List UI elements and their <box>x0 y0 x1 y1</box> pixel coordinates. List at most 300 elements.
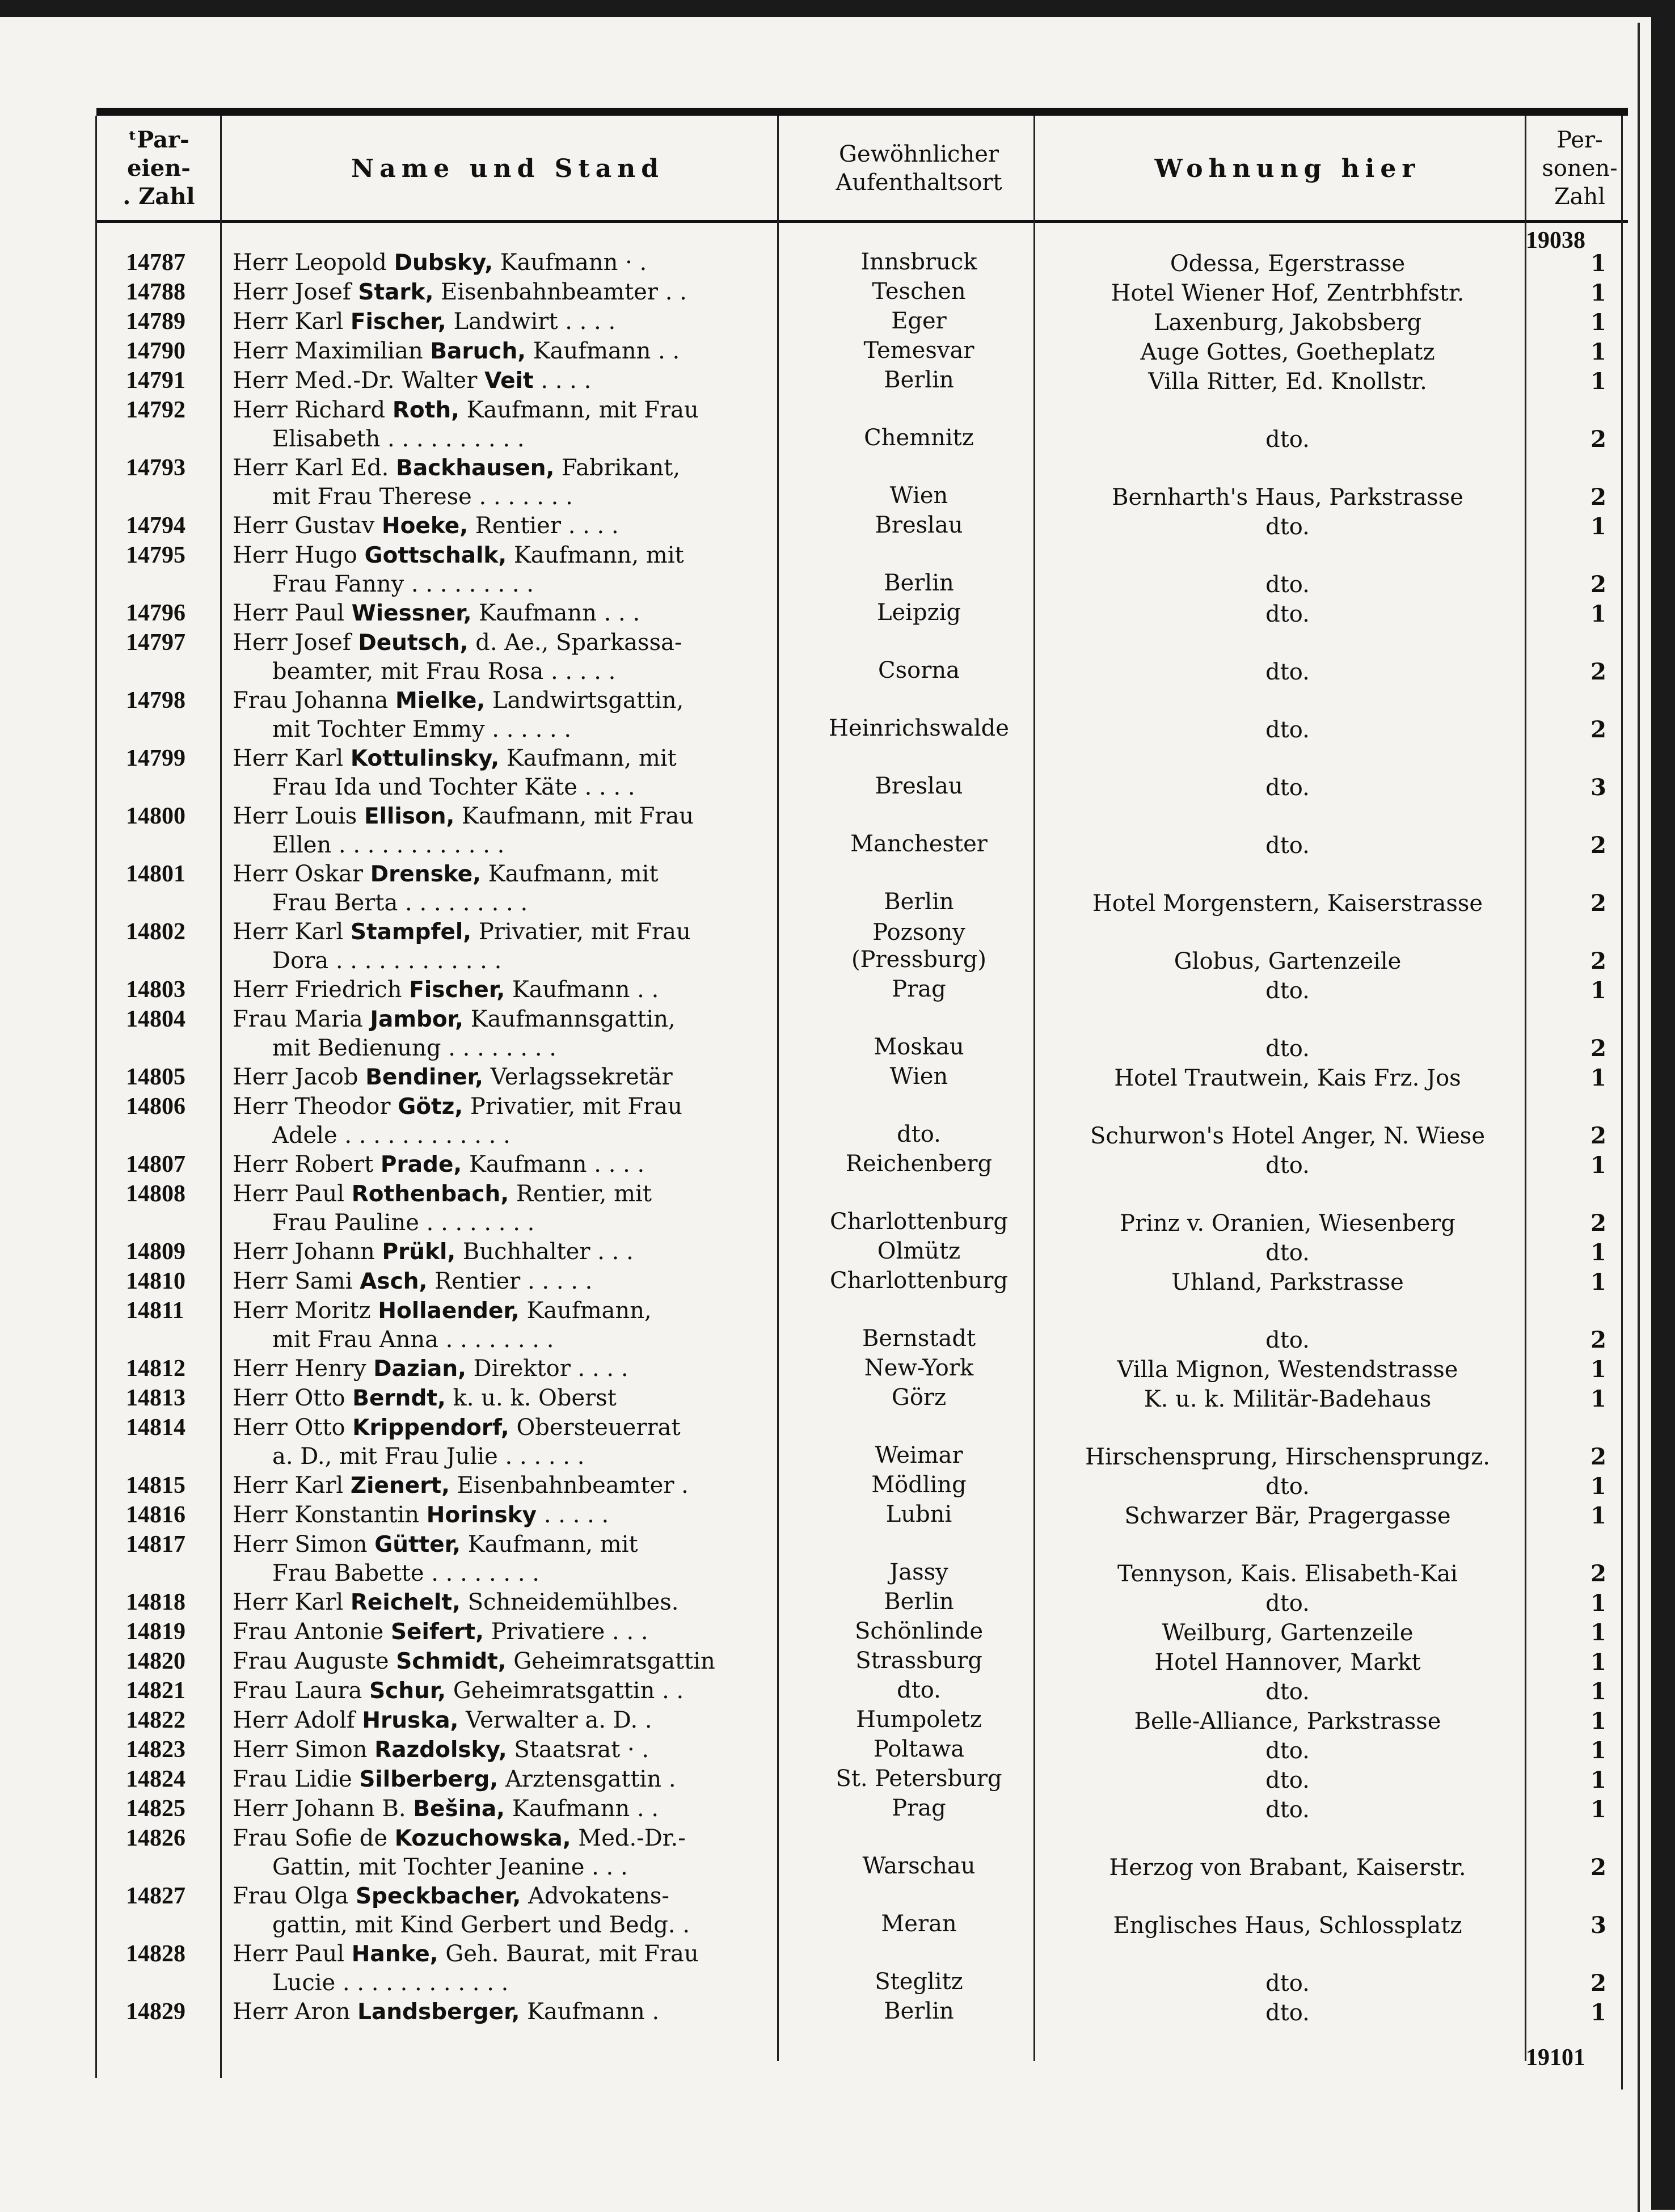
local-lodging: dto. <box>1265 427 1310 453</box>
table-row <box>96 1765 1628 1795</box>
name-and-status <box>221 1005 794 1063</box>
surname: Baruch, <box>430 339 526 364</box>
persons-count: 1 <box>1590 1502 1606 1529</box>
name-prefix: Herr Konstantin <box>233 1502 420 1528</box>
name-and-status <box>221 1677 794 1706</box>
usual-residence <box>794 1471 1044 1501</box>
name-prefix: Herr Paul <box>233 1181 345 1207</box>
usual-residence <box>794 1998 1044 2027</box>
name-prefix: Herr Moritz <box>233 1298 371 1324</box>
party-number: 14808 <box>126 1181 185 1207</box>
usual-residence-text: Bernstadt <box>862 1325 976 1352</box>
table-row <box>96 1092 1628 1150</box>
name-prefix: Frau Maria <box>233 1006 363 1032</box>
occupation: Privatier, mit Frau <box>478 919 691 945</box>
table-row <box>96 278 1628 307</box>
name-and-status <box>221 1354 794 1384</box>
occupation: Kaufmann, mit <box>488 861 659 887</box>
usual-residence <box>794 744 1044 802</box>
occupation: Rentier, mit <box>516 1181 652 1207</box>
usual-residence-text: dto. <box>897 1677 941 1703</box>
table-row <box>96 1501 1628 1530</box>
name-prefix: Herr Gustav <box>233 513 375 539</box>
name-and-status <box>221 1413 794 1471</box>
surname: Kozuchowska, <box>394 1826 571 1851</box>
usual-residence <box>794 278 1044 307</box>
local-lodging: dto. <box>1265 1590 1310 1616</box>
local-lodging: dto. <box>1265 833 1310 859</box>
usual-residence-text: Meran <box>881 1911 957 1937</box>
party-number: 14820 <box>126 1648 185 1674</box>
name-prefix: Herr Robert <box>233 1151 374 1177</box>
usual-residence-text: Görz <box>891 1384 947 1411</box>
local-lodging: dto. <box>1265 1153 1310 1179</box>
occupation: Kaufmann . . <box>533 338 680 364</box>
persons-count: 2 <box>1590 426 1606 453</box>
persons-count: 2 <box>1590 658 1606 685</box>
surname: Silberberg, <box>359 1767 499 1792</box>
name-and-status <box>221 1267 794 1297</box>
party-number: 14817 <box>126 1531 185 1557</box>
occupation: Kaufmann, mit Frau <box>462 803 694 829</box>
occupation: d. Ae., Sparkassa- <box>475 630 682 656</box>
party-number: 14794 <box>126 513 185 539</box>
local-lodging: Hirschensprung, Hirschensprungz. <box>1085 1444 1490 1470</box>
name-and-status <box>221 248 794 278</box>
usual-residence-text: Wien <box>889 483 948 509</box>
party-number: 14789 <box>126 309 185 335</box>
usual-residence <box>794 1940 1044 1998</box>
usual-residence <box>794 1384 1044 1413</box>
name-prefix: Herr Otto <box>233 1415 345 1441</box>
persons-count: 2 <box>1590 716 1606 743</box>
name-and-status <box>221 1618 794 1647</box>
party-number: 14790 <box>126 338 185 364</box>
usual-residence-text: Wien <box>889 1063 948 1090</box>
party-number: 14807 <box>126 1151 185 1177</box>
usual-residence <box>794 628 1044 686</box>
persons-count: 1 <box>1590 977 1606 1004</box>
usual-residence-text: Berlin <box>884 1998 954 2024</box>
occupation: Obersteuerrat <box>516 1415 681 1441</box>
local-lodging: dto. <box>1265 601 1310 627</box>
usual-residence-text: Schönlinde <box>854 1618 984 1644</box>
party-number: 14821 <box>126 1678 185 1704</box>
occupation: Eisenbahnbeamter . . <box>441 279 687 305</box>
persons-count: 1 <box>1590 1473 1606 1500</box>
name-and-status <box>221 976 794 1005</box>
occupation: Geheimratsgattin . . <box>453 1678 684 1704</box>
table-row <box>96 1795 1628 1824</box>
occupation: Privatiere . . . <box>491 1619 648 1645</box>
usual-residence <box>794 1297 1044 1354</box>
name-prefix: Herr Josef <box>233 630 351 656</box>
local-lodging: dto. <box>1265 1474 1310 1500</box>
usual-residence <box>794 1267 1044 1297</box>
name-and-status <box>221 1882 794 1940</box>
usual-residence-text: Steglitz <box>875 1969 963 1995</box>
name-and-status <box>221 1530 794 1588</box>
name-prefix: Herr Maximilian <box>233 338 423 364</box>
usual-residence <box>794 1588 1044 1618</box>
persons-count: 1 <box>1590 1796 1606 1823</box>
usual-residence <box>794 1765 1044 1795</box>
right-edge-line <box>1638 23 1640 2212</box>
name-continuation: Frau Ida und Tochter Käte . . . . <box>272 774 635 800</box>
usual-residence-text: Pozsony (Pressburg) <box>851 919 987 973</box>
usual-residence-text: Breslau <box>875 773 963 799</box>
party-number: 14787 <box>126 250 185 276</box>
local-lodging: dto. <box>1265 1679 1310 1705</box>
occupation: Kaufmann . . . <box>479 600 640 626</box>
surname: Drenske, <box>370 862 481 887</box>
usual-residence <box>794 1005 1044 1063</box>
name-prefix: Herr Hugo <box>233 542 357 568</box>
local-lodging: Hotel Morgenstern, Kaiserstrasse <box>1092 890 1483 917</box>
name-and-status <box>221 512 794 541</box>
name-continuation: mit Frau Therese . . . . . . . <box>272 484 573 510</box>
usual-residence-text: Prag <box>892 1795 946 1821</box>
name-and-status <box>221 454 794 512</box>
name-prefix: Frau Lidie <box>233 1766 352 1792</box>
name-continuation: Lucie . . . . . . . . . . . . <box>272 1970 509 1996</box>
table-row <box>96 1647 1628 1677</box>
name-and-status <box>221 1998 794 2027</box>
usual-residence-text: Heinrichswalde <box>829 715 1009 741</box>
name-prefix: Herr Henry <box>233 1356 366 1382</box>
name-and-status <box>221 337 794 366</box>
usual-residence-text: Poltawa <box>873 1736 965 1762</box>
local-lodging: dto. <box>1265 775 1310 801</box>
table-row <box>96 1354 1628 1384</box>
usual-residence-text: Warschau <box>862 1853 976 1879</box>
party-number: 14805 <box>126 1064 185 1090</box>
party-number: 14798 <box>126 687 185 714</box>
name-prefix: Herr Karl <box>233 919 344 945</box>
surname: Seifert, <box>390 1619 484 1645</box>
party-number: 14792 <box>126 397 185 423</box>
surname: Deutsch, <box>358 630 469 656</box>
name-and-status <box>221 1588 794 1618</box>
header-aufenthaltsort: Gewöhnlicher Aufenthaltsort <box>836 141 1002 196</box>
party-number: 14818 <box>126 1589 185 1615</box>
usual-residence-text: Moskau <box>874 1034 964 1060</box>
name-prefix: Herr Karl <box>233 309 344 335</box>
party-number: 14799 <box>126 745 185 771</box>
local-lodging: Villa Ritter, Ed. Knollstr. <box>1148 369 1427 395</box>
usual-residence <box>794 1736 1044 1765</box>
party-number: 14812 <box>126 1356 185 1382</box>
usual-residence-text: Humpoletz <box>856 1707 982 1733</box>
surname: Stampfel, <box>350 919 472 945</box>
name-and-status <box>221 1384 794 1413</box>
occupation: Arztensgattin . <box>505 1766 676 1792</box>
table-row <box>96 1588 1628 1618</box>
name-prefix: Herr Sami <box>233 1268 353 1294</box>
surname: Speckbacher, <box>355 1884 521 1909</box>
usual-residence-text: Breslau <box>875 512 963 538</box>
usual-residence-text: Olmütz <box>877 1238 961 1264</box>
persons-count: 2 <box>1590 1122 1606 1149</box>
party-number: 14811 <box>126 1298 184 1324</box>
usual-residence-text: Jassy <box>889 1559 948 1585</box>
table-row <box>96 686 1628 744</box>
occupation: Rentier . . . . . <box>434 1268 593 1294</box>
party-number: 14816 <box>126 1502 185 1528</box>
table-row <box>96 396 1628 454</box>
persons-count: 3 <box>1590 774 1606 801</box>
table-row <box>96 1150 1628 1180</box>
persons-count: 1 <box>1590 1269 1606 1295</box>
table-row <box>96 1180 1628 1238</box>
name-continuation: beamter, mit Frau Rosa . . . . . <box>272 658 616 685</box>
surname: Stark, <box>358 280 434 305</box>
local-lodging: K. u. k. Militär-Badehaus <box>1144 1386 1432 1412</box>
party-number: 14793 <box>126 455 185 481</box>
surname: Backhausen, <box>396 455 555 481</box>
persons-count: 1 <box>1590 513 1606 540</box>
name-and-status <box>221 1180 794 1238</box>
name-prefix: Herr Friedrich <box>233 977 402 1003</box>
persons-count: 2 <box>1590 1210 1606 1236</box>
local-lodging: dto. <box>1265 1240 1310 1266</box>
party-number: 14788 <box>126 279 185 305</box>
persons-count: 2 <box>1590 571 1606 598</box>
surname: Bešina, <box>413 1796 505 1822</box>
persons-count: 1 <box>1590 1590 1606 1616</box>
name-and-status <box>221 1063 794 1092</box>
table-row <box>96 628 1628 686</box>
party-number: 14824 <box>126 1766 185 1792</box>
surname: Reichelt, <box>350 1590 461 1615</box>
usual-residence-text: Mödling <box>871 1472 967 1498</box>
name-and-status <box>221 541 794 599</box>
local-lodging: Villa Mignon, Westendstrasse <box>1117 1357 1458 1383</box>
surname: Dazian, <box>373 1356 466 1382</box>
party-number: 14802 <box>126 919 185 945</box>
name-continuation: gattin, mit Kind Gerbert und Bedg. . <box>272 1912 690 1938</box>
table-row <box>96 1297 1628 1354</box>
occupation: k. u. k. Oberst <box>453 1385 617 1411</box>
table-row <box>96 744 1628 802</box>
name-and-status <box>221 396 794 454</box>
party-number: 14801 <box>126 861 185 887</box>
name-prefix: Herr Paul <box>233 600 345 626</box>
name-and-status <box>221 1238 794 1267</box>
persons-count: 1 <box>1590 1386 1606 1412</box>
usual-residence-text: Csorna <box>878 657 960 683</box>
occupation: Fabrikant, <box>562 455 681 481</box>
local-lodging: Tennyson, Kais. Elisabeth-Kai <box>1117 1561 1458 1587</box>
header-name-und-stand: Name und Stand <box>351 154 665 183</box>
usual-residence-text: Prag <box>892 976 946 1002</box>
name-continuation: Frau Fanny . . . . . . . . . <box>272 571 534 597</box>
party-number: 14800 <box>126 803 185 829</box>
party-number: 14823 <box>126 1737 185 1763</box>
local-lodging: Schurwon's Hotel Anger, N. Wiese <box>1090 1123 1485 1149</box>
local-lodging: dto. <box>1265 1327 1310 1353</box>
party-number: 14819 <box>126 1619 185 1645</box>
name-prefix: Herr Jacob <box>233 1064 358 1090</box>
usual-residence-text: Berlin <box>884 889 954 915</box>
surname: Berndt, <box>352 1386 446 1411</box>
name-continuation: Elisabeth . . . . . . . . . . <box>272 426 525 452</box>
register-page <box>96 108 1628 2093</box>
surname: Veit <box>484 368 534 394</box>
local-lodging: dto. <box>1265 659 1310 685</box>
local-lodging: dto. <box>1265 1738 1310 1764</box>
party-number: 14795 <box>126 542 185 568</box>
table-row <box>96 248 1628 278</box>
usual-residence <box>794 1413 1044 1471</box>
local-lodging: dto. <box>1265 1970 1310 1996</box>
usual-residence <box>794 1618 1044 1647</box>
name-prefix: Frau Sofie de <box>233 1825 388 1851</box>
name-and-status <box>221 1501 794 1530</box>
usual-residence <box>794 337 1044 366</box>
occupation: Geh. Baurat, mit Frau <box>445 1941 699 1967</box>
usual-residence <box>794 1063 1044 1092</box>
surname: Hollaender, <box>378 1298 520 1324</box>
name-prefix: Herr Otto <box>233 1385 345 1411</box>
persons-count: 1 <box>1590 309 1606 336</box>
usual-residence-text: St. Petersburg <box>836 1766 1002 1792</box>
usual-residence <box>794 860 1044 918</box>
register-rows <box>96 248 1628 2027</box>
header-parteien-zahl: ᵗPar- eien- . Zahl <box>123 126 195 210</box>
usual-residence <box>794 1092 1044 1150</box>
surname: Schur, <box>369 1678 446 1704</box>
surname: Gütter, <box>374 1532 461 1557</box>
name-and-status <box>221 1795 794 1824</box>
table-row <box>96 1677 1628 1706</box>
right-border <box>1651 0 1675 2210</box>
local-lodging: dto. <box>1265 717 1310 743</box>
local-lodging: Schwarzer Bär, Pragergasse <box>1124 1503 1451 1529</box>
table-row <box>96 1706 1628 1736</box>
name-and-status <box>221 802 794 860</box>
table-row <box>96 1998 1628 2027</box>
name-prefix: Frau Johanna <box>233 687 389 714</box>
name-prefix: Herr Karl <box>233 1589 344 1615</box>
persons-count: 1 <box>1590 339 1606 365</box>
local-lodging: Belle-Alliance, Parkstrasse <box>1134 1708 1441 1734</box>
usual-residence <box>794 512 1044 541</box>
name-prefix: Herr Karl <box>233 745 344 771</box>
surname: Zienert, <box>350 1473 450 1498</box>
name-prefix: Frau Olga <box>233 1883 349 1909</box>
usual-residence <box>794 366 1044 396</box>
persons-count: 3 <box>1590 1912 1606 1939</box>
occupation: Verwalter a. D. . <box>466 1707 652 1733</box>
usual-residence <box>794 599 1044 628</box>
name-prefix: Herr Adolf <box>233 1707 355 1733</box>
persons-count: 2 <box>1590 832 1606 859</box>
surname: Landsberger, <box>357 1999 520 2025</box>
usual-residence <box>794 248 1044 278</box>
table-row <box>96 1882 1628 1940</box>
name-and-status <box>221 918 794 976</box>
surname: Bendiner, <box>365 1065 483 1090</box>
party-number: 14829 <box>126 1999 185 2025</box>
occupation: . . . . . <box>543 1502 609 1528</box>
usual-residence-text: Innsbruck <box>860 249 977 275</box>
surname: Wiessner, <box>351 601 472 626</box>
table-row <box>96 802 1628 860</box>
occupation: Kaufmann, mit Frau <box>466 397 699 423</box>
persons-count: 2 <box>1590 890 1606 917</box>
local-lodging: Herzog von Brabant, Kaiserstr. <box>1109 1855 1466 1881</box>
persons-count: 1 <box>1590 368 1606 395</box>
name-prefix: Herr Johann B. <box>233 1796 406 1822</box>
persons-count: 2 <box>1590 1327 1606 1353</box>
table-row <box>96 1824 1628 1882</box>
party-number: 14804 <box>126 1006 185 1032</box>
surname: Rothenbach, <box>351 1181 509 1207</box>
name-continuation: Ellen . . . . . . . . . . . . <box>272 832 505 858</box>
local-lodging: Prinz v. Oranien, Wiesenberg <box>1120 1210 1455 1236</box>
name-prefix: Herr Paul <box>233 1941 345 1967</box>
name-and-status <box>221 1736 794 1765</box>
usual-residence <box>794 307 1044 337</box>
surname: Horinsky <box>426 1502 537 1528</box>
occupation: Rentier . . . . <box>475 513 619 539</box>
page-total: 19101 <box>1526 2045 1585 2071</box>
usual-residence-text: Lubni <box>885 1501 952 1527</box>
occupation: Kaufmann, mit <box>513 542 684 568</box>
table-row <box>96 1005 1628 1063</box>
header-personen-zahl: Per- sonen- Zahl <box>1542 127 1618 210</box>
local-lodging: dto. <box>1265 978 1310 1004</box>
usual-residence-text: Berlin <box>884 570 954 596</box>
name-continuation: Frau Berta . . . . . . . . . <box>272 890 528 916</box>
name-continuation: mit Tochter Emmy . . . . . . <box>272 716 572 742</box>
name-prefix: Frau Antonie <box>233 1619 384 1645</box>
usual-residence-text: New-York <box>864 1355 974 1381</box>
surname: Prükl, <box>382 1239 456 1265</box>
name-and-status <box>221 599 794 628</box>
usual-residence <box>794 396 1044 454</box>
surname: Hruska, <box>362 1708 459 1733</box>
name-continuation: Frau Babette . . . . . . . . <box>272 1560 539 1586</box>
name-prefix: Herr Karl Ed. <box>233 455 389 481</box>
name-continuation: Gattin, mit Tochter Jeanine . . . <box>272 1854 628 1880</box>
usual-residence-text: Weimar <box>875 1442 963 1468</box>
party-number: 14806 <box>126 1094 185 1120</box>
occupation: . . . . <box>541 368 592 394</box>
usual-residence-text: dto. <box>897 1121 941 1147</box>
table-row <box>96 512 1628 541</box>
name-prefix: Herr Oskar <box>233 861 364 887</box>
usual-residence <box>794 1180 1044 1238</box>
persons-count: 1 <box>1590 250 1606 277</box>
persons-count: 1 <box>1590 1619 1606 1646</box>
usual-residence-text: Manchester <box>850 831 988 857</box>
surname: Asch, <box>360 1269 428 1294</box>
usual-residence <box>794 686 1044 744</box>
usual-residence <box>794 1238 1044 1267</box>
usual-residence <box>794 1677 1044 1706</box>
table-row <box>96 976 1628 1005</box>
party-number: 14828 <box>126 1941 185 1967</box>
surname: Jambor, <box>370 1007 463 1032</box>
table-row <box>96 918 1628 976</box>
name-and-status <box>221 278 794 307</box>
top-border <box>0 0 1675 17</box>
name-and-status <box>221 1765 794 1795</box>
name-prefix: Herr Simon <box>233 1737 368 1763</box>
name-and-status <box>221 366 794 396</box>
